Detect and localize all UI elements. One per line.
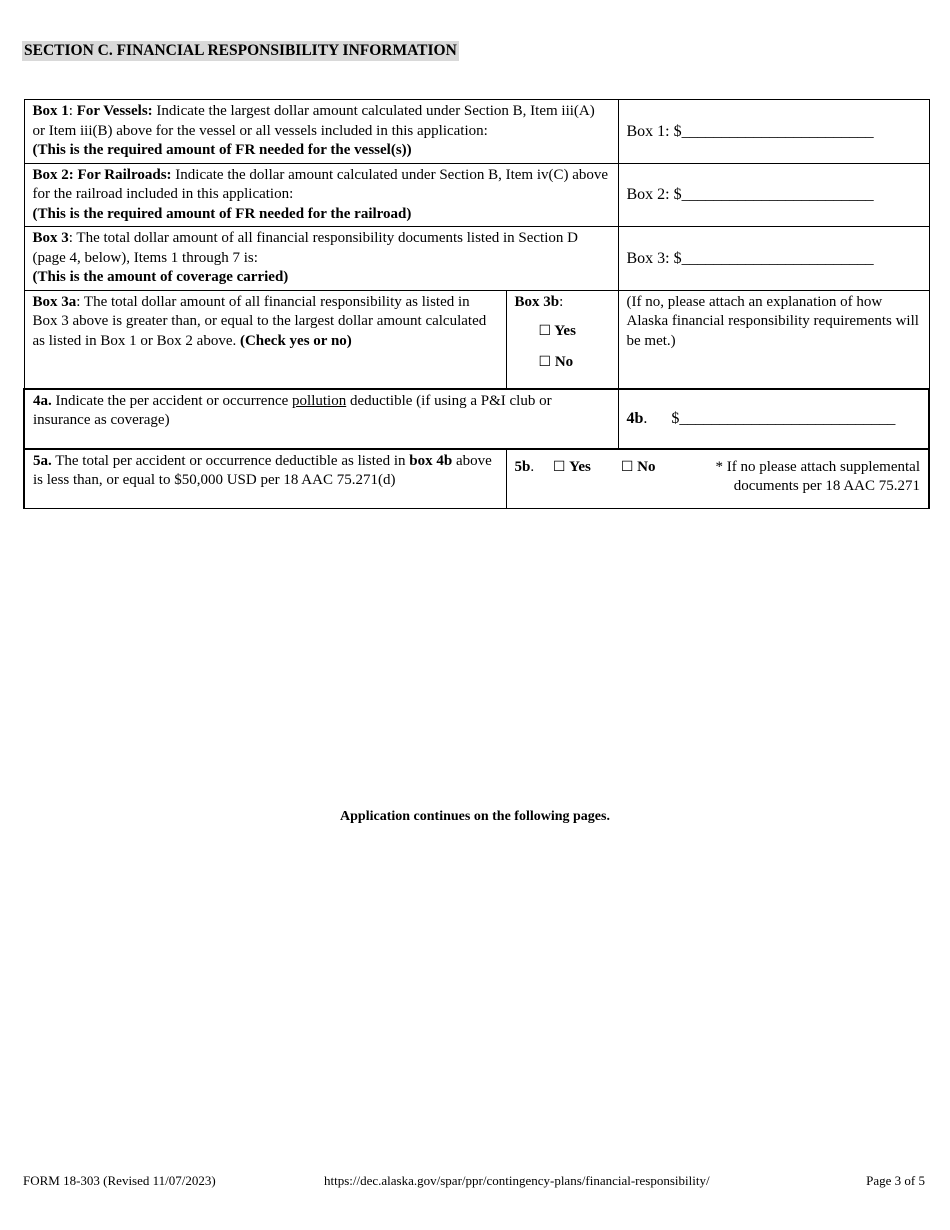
box3b-yes-label: Yes — [554, 323, 576, 339]
box3a-description — [24, 290, 506, 389]
section-heading: SECTION C. FINANCIAL RESPONSIBILITY INFORMATION — [24, 42, 457, 59]
box2-amount-field[interactable]: Box 2: $________________________ — [618, 163, 929, 227]
box3b-no-label: No — [554, 353, 574, 370]
box3-amount-field[interactable]: Box 3: $________________________ — [618, 227, 929, 291]
financial-responsibility-table — [23, 99, 930, 509]
box2-description — [24, 163, 618, 227]
box5-row — [24, 449, 929, 509]
checkbox-icon[interactable]: ☐ — [538, 353, 552, 370]
box3a-row — [24, 290, 929, 389]
box5b-note: * If no please attach supplemental documents per 18 AAC 75.271 — [715, 458, 920, 494]
box3-description — [24, 227, 618, 291]
box2-row — [24, 163, 929, 227]
box1-note: (This is the required amount of FR needed for the vessel(s)) — [32, 142, 412, 158]
box3b-cell — [506, 290, 618, 389]
box4a-text-after: deductible (if using a P&I club or insurance as coverage) — [33, 392, 552, 428]
box3b-colon: : — [559, 293, 564, 310]
box5b-yes-label: Yes — [569, 458, 591, 475]
box5b-label: 5b — [514, 458, 531, 475]
box5b-yes-option[interactable] — [553, 459, 591, 475]
box1-row — [24, 100, 929, 164]
checkbox-icon[interactable]: ☐ — [620, 458, 634, 475]
box1-amount-field[interactable]: Box 1: $________________________ — [618, 100, 929, 164]
box2-note: (This is the required amount of FR needed for the railroad) — [32, 205, 412, 222]
box1-text: Indicate the largest dollar amount calculated under Section B, Item iii(A) or Item iii(B) above for the vessel or all vessels included in this application: — [32, 103, 595, 139]
footer-url[interactable]: https://dec.alaska.gov/spar/ppr/contingency-plans/financial-responsibility/ — [324, 1173, 710, 1188]
continues-notice: Application continues on the following pages. — [340, 809, 610, 824]
box3-note: (This is the amount of coverage carried) — [32, 269, 289, 285]
box5b-cell — [506, 449, 929, 509]
checkbox-icon[interactable]: ☐ — [538, 323, 552, 339]
box5b-no-option[interactable] — [621, 459, 656, 475]
box4a-label: 4a. — [33, 392, 52, 409]
box3a-label: Box 3a — [32, 293, 77, 310]
box2-text: Indicate the dollar amount calculated under Section B, Item iv(C) above for the railroad included in this application: — [32, 166, 609, 202]
box5b-no-label: No — [637, 458, 656, 475]
footer-page-number: Page 3 of 5 — [866, 1173, 925, 1188]
footer-form-number: FORM 18-303 (Revised 11/07/2023) — [23, 1173, 216, 1188]
box4a-description — [24, 389, 618, 449]
box1-description: Box 1: For Vessels: Indicate the largest dollar amount calculated under Section B, Item iii(A) or Item iii(B) above for the vessel or all vessels included in this application: (This is the required amount of FR needed for the vessel(s)) — [24, 100, 618, 164]
box5a-text-after: above is less than, or equal to $50,000 USD per 18 AAC 75.271(d) — [33, 452, 492, 488]
box4a-text: Indicate the per accident or occurrence — [51, 392, 293, 409]
box4b-cell[interactable] — [618, 389, 929, 449]
box4-row — [24, 389, 929, 449]
box2-title: Box 2: For Railroads: — [32, 166, 172, 183]
box3b-yes-option[interactable] — [515, 322, 610, 342]
box4b-amount-field[interactable]: $___________________________ — [671, 409, 896, 427]
box3b-no-option[interactable] — [515, 353, 610, 373]
box5b-dot: . — [530, 458, 535, 475]
box3-row — [24, 227, 929, 291]
box4a-underlined: pollution — [292, 392, 347, 409]
box3-label: Box 3 — [32, 230, 69, 246]
box3a-note: (Check yes or no) — [239, 332, 352, 349]
box5a-description — [24, 449, 506, 509]
box3b-label: Box 3b — [514, 293, 560, 310]
box5a-text: The total per accident or occurrence deductible as listed in — [51, 452, 410, 469]
box3a-text: : The total dollar amount of all financial responsibility as listed in Box 3 above is greater than, or equal to the largest dollar amount calculated as listed in Box 1 or Box 2 above. — [32, 293, 487, 349]
box5a-bold-ref: box 4b — [409, 452, 453, 469]
box4b-dot: . — [643, 409, 648, 427]
box5a-label: 5a. — [33, 452, 52, 469]
box4b-label: 4b — [626, 409, 644, 427]
box1-title: For Vessels: — [76, 103, 153, 119]
box3b-explanation: (If no, please attach an explanation of how Alaska financial responsibility requirements will be met.) — [618, 290, 929, 389]
checkbox-icon[interactable]: ☐ — [552, 458, 566, 475]
box1-label: Box 1 — [32, 103, 69, 119]
box3-text: : The total dollar amount of all financial responsibility documents listed in Section D (page 4, below), Items 1 through 7 is: — [32, 230, 578, 266]
